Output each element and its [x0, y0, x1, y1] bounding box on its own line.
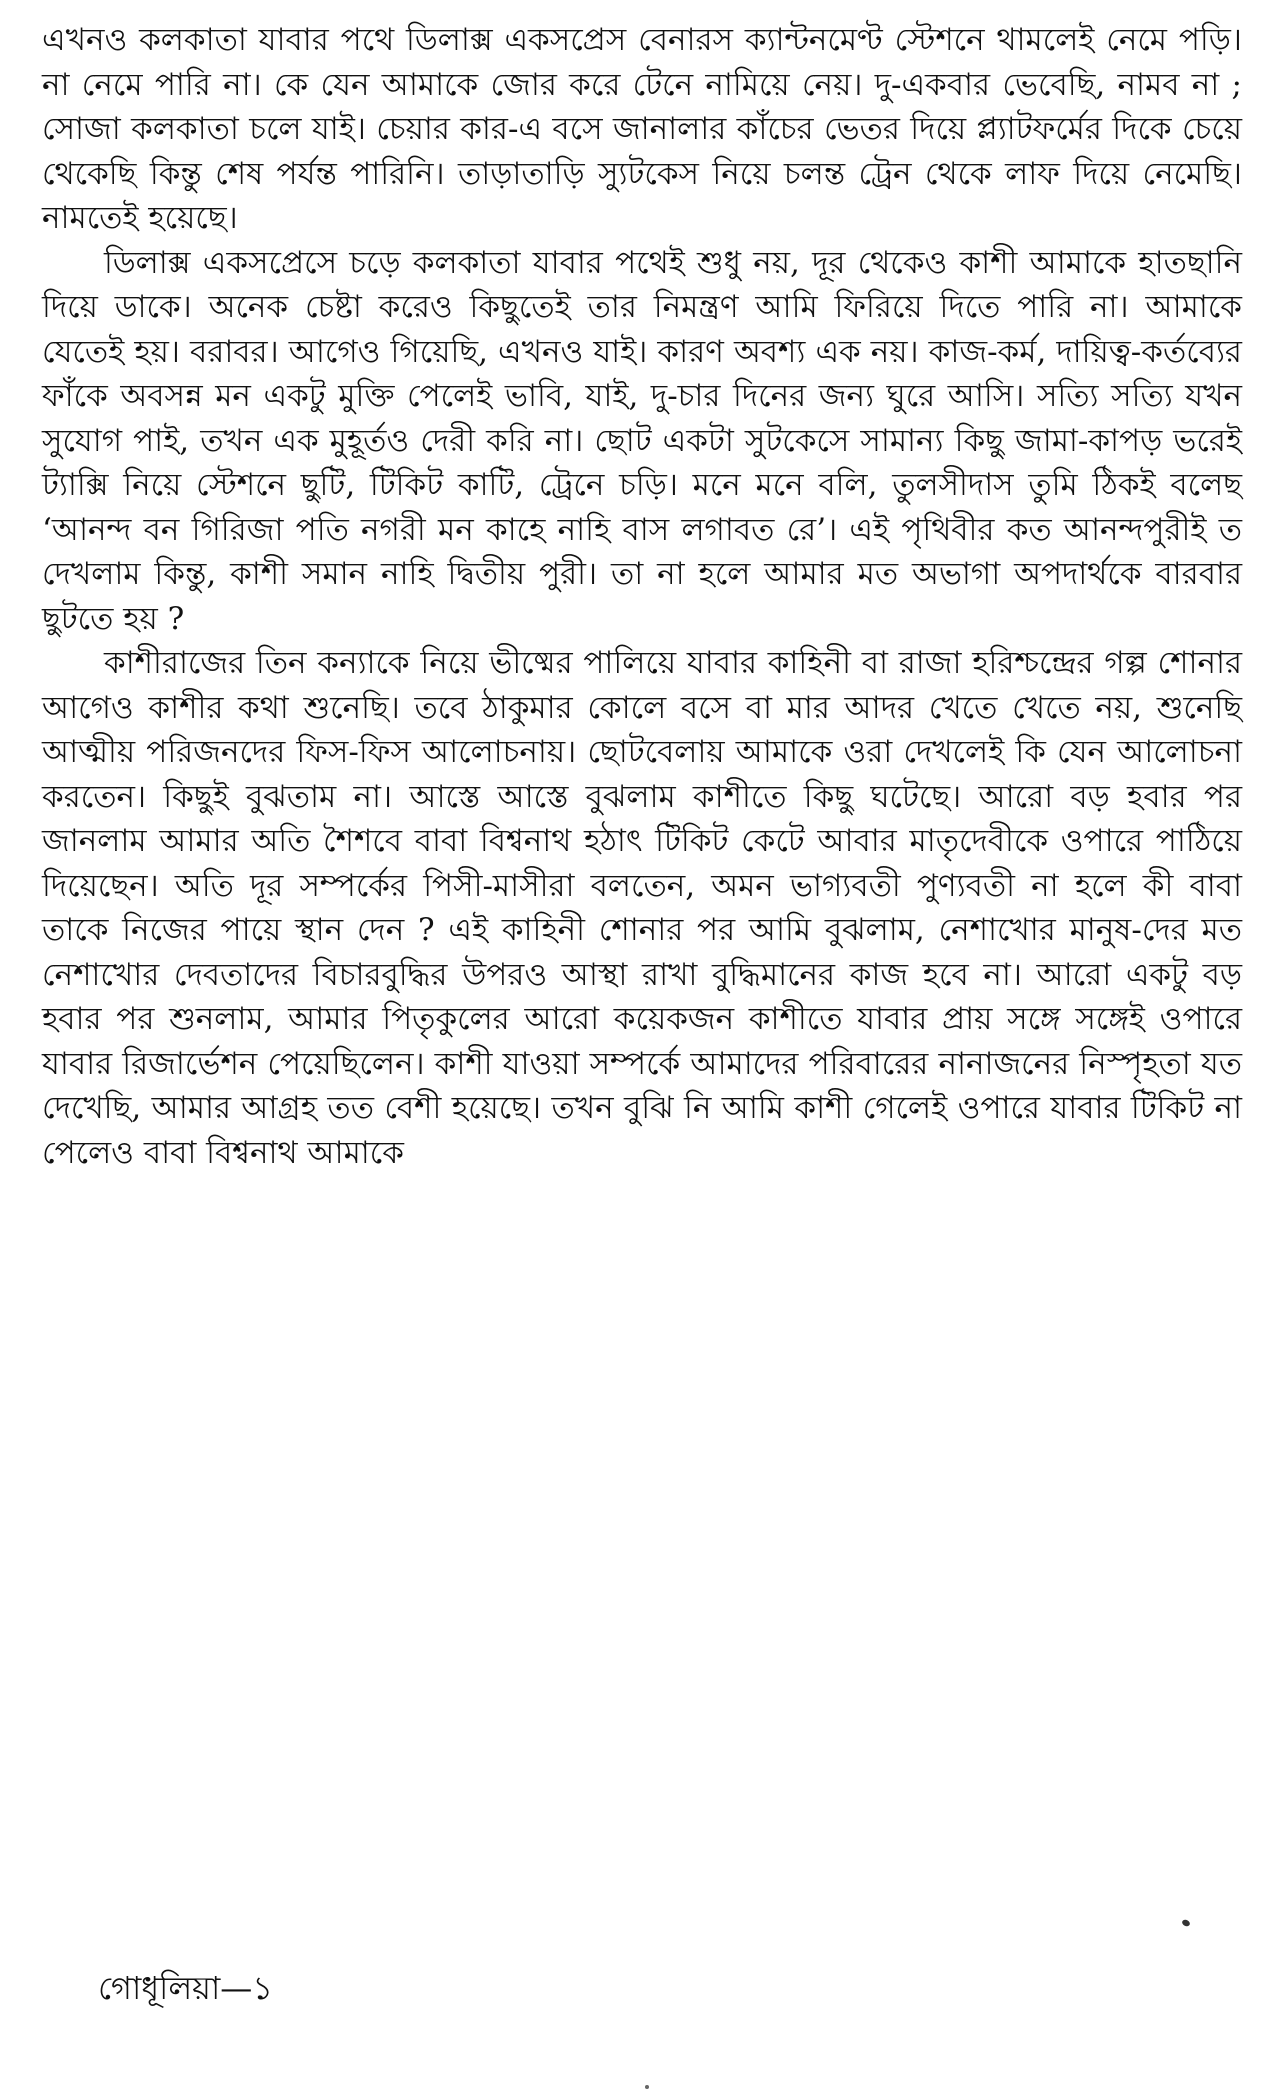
page-footer: গোধূলিয়া—১ — [98, 1969, 274, 2007]
scan-speck — [1181, 1919, 1191, 1928]
paragraph-3: কাশীরাজের তিন কন্যাকে নিয়ে ভীষ্মের পালিয়ে যাবার কাহিনী বা রাজা হরিশ্চন্দ্রের গল্প শোনার আগেও কাশীর কথা শুনেছি। তবে ঠাকুমার কোলে বসে বা মার আদর খেতে খেতে নয়, শুনেছি আত্মীয় পরিজনদের ফিস-ফিস আলোচনায়। ছোটবেলায় আমাকে ওরা দেখলেই কি যেন আলোচনা করতেন। কিছুই বুঝতাম না। আস্তে আস্তে বুঝলাম কাশীতে কিছু ঘটেছে। আরো বড় হবার পর জানলাম আমার অতি শৈশবে বাবা বিশ্বনাথ হঠাৎ টিকিট কেটে আবার মাতৃদেবীকে ওপারে পাঠিয়ে দিয়েছেন। অতি দূর সম্পর্কের পিসী-মাসীরা বলতেন, অমন ভাগ্যবতী পুণ্যবতী না হলে কী বাবা তাকে নিজের পায়ে স্থান দেন ? এই কাহিনী শোনার পর আমি বুঝলাম, নেশাখোর মানুষ-দের মত নেশাখোর দেবতাদের বিচারবুদ্ধির উপরও আস্থা রাখা বুদ্ধিমানের কাজ হবে না। আরো একটু বড় হবার পর শুনলাম, আমার পিতৃকুলের আরো কয়েকজন কাশীতে যাবার প্রায় সঙ্গে সঙ্গেই ওপারে যাবার রিজার্ভেশন পেয়েছিলেন। কাশী যাওয়া সম্পর্কে আমাদের পরিবারের নানাজনের নিস্পৃহতা যত দেখেছি, আমার আগ্রহ তত বেশী হয়েছে। তখন বুঝি নি আমি কাশী গেলেই ওপারে যাবার টিকিট না পেলেও বাবা বিশ্বনাথ আমাকে — [42, 645, 1242, 1171]
scan-speck — [645, 2085, 649, 2089]
paragraph-1: এখনও কলকাতা যাবার পথে ডিলাক্স একসপ্রেস বেনারস ক্যান্টনমেণ্ট স্টেশনে থামলেই নেমে পড়ি। না নেমে পারি না। কে যেন আমাকে জোর করে টেনে নামিয়ে নেয়। দু-একবার ভেবেছি, নামব না ; সোজা কলকাতা চলে যাই। চেয়ার কার-এ বসে জানালার কাঁচের ভেতর দিয়ে প্ল্যাটফর্মের দিকে চেয়ে থেকেছি কিন্তু শেষ পর্যন্ত পারিনি। তাড়াতাড়ি স্যুটকেস নিয়ে চলন্ত ট্রেন থেকে লাফ দিয়ে নেমেছি। নামতেই হয়েছে। — [42, 22, 1242, 236]
page-body — [42, 18, 1242, 1175]
paragraph-2: ডিলাক্স একসপ্রেসে চড়ে কলকাতা যাবার পথেই শুধু নয়, দূর থেকেও কাশী আমাকে হাতছানি দিয়ে ডাকে। অনেক চেষ্টা করেও কিছুতেই তার নিমন্ত্রণ আমি ফিরিয়ে দিতে পারি না। আমাকে যেতেই হয়। বরাবর। আগেও গিয়েছি, এখনও যাই। কারণ অবশ্য এক নয়। কাজ-কর্ম, দায়িত্ব-কর্তব্যের ফাঁকে অবসন্ন মন একটু মুক্তি পেলেই ভাবি, যাই, দু-চার দিনের জন্য ঘুরে আসি। সত্যি সত্যি যখন সুযোগ পাই, তখন এক মুহূর্তও দেরী করি না। ছোট একটা সুটকেসে সামান্য কিছু জামা-কাপড় ভরেই ট্যাক্সি নিয়ে স্টেশনে ছুটি, টিকিট কাটি, ট্রেনে চড়ি। মনে মনে বলি, তুলসীদাস তুমি ঠিকই বলেছ ‘আনন্দ বন গিরিজা পতি নগরী মন কাহে নাহি বাস লগাবত রে’। এই পৃথিবীর কত আনন্দপুরীই ত দেখলাম কিন্তু, কাশী সমান নাহি দ্বিতীয় পুরী। তা না হলে আমার মত অভাগা অপদার্থকে বারবার ছুটতে হয় ? — [42, 244, 1242, 637]
